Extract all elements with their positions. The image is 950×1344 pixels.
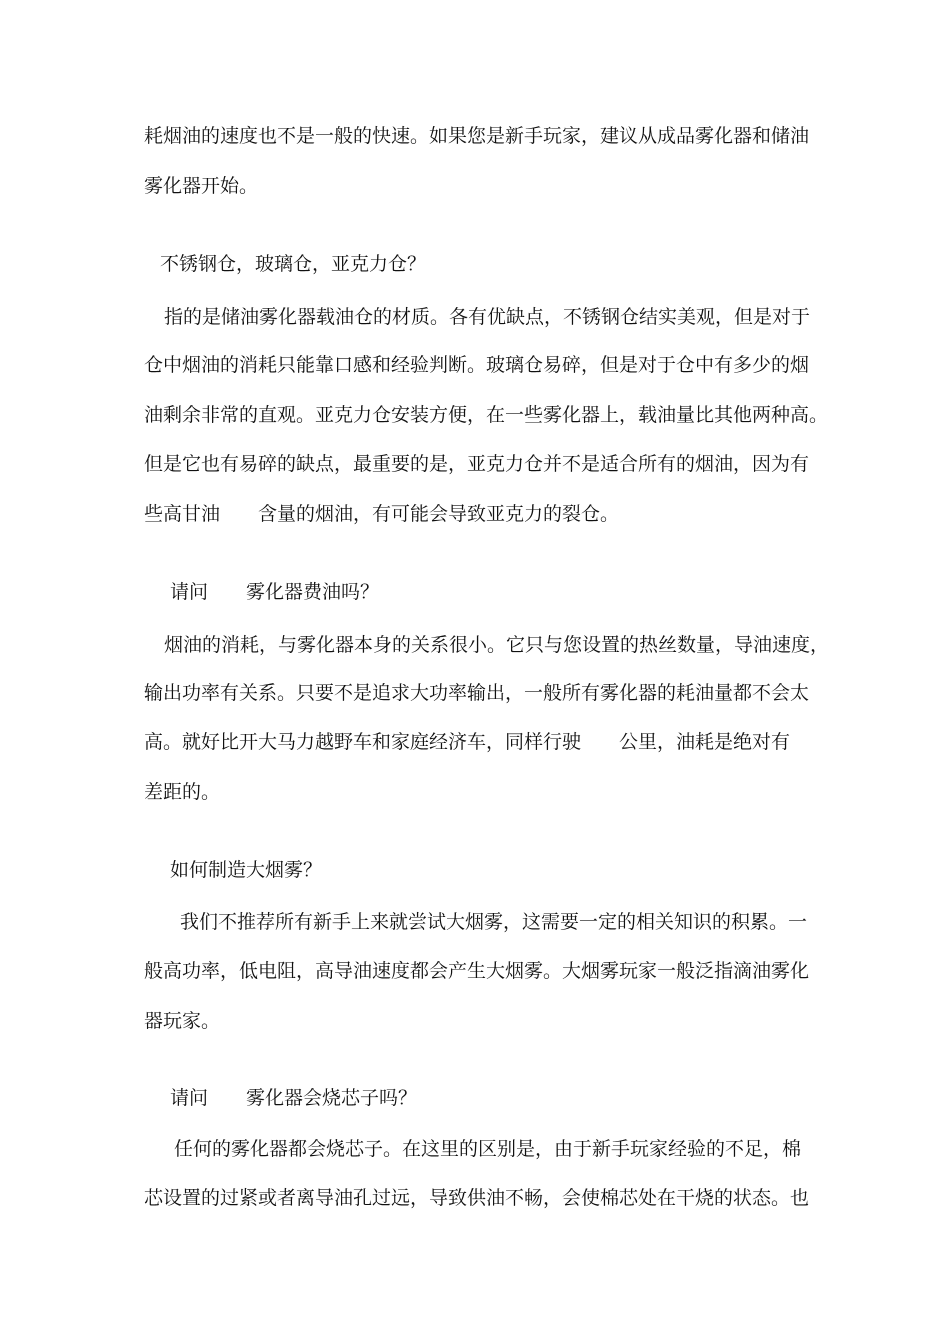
body-line: 仓中烟油的消耗只能靠口感和经验判断。玻璃仓易碎，但是对于仓中有多少的烟 <box>144 354 810 376</box>
body-line: 输出功率有关系。只要不是追求大功率输出，一般所有雾化器的耗油量都不会太 <box>144 682 810 704</box>
body-line: 般高功率，低电阻，高导油速度都会产生大烟雾。大烟雾玩家一般泛指滴油雾化 <box>144 960 810 982</box>
body-line: 高。就好比开大马力越野车和家庭经济车，同样行驶 公里，油耗是绝对有 <box>144 731 791 753</box>
section-heading: 请问 雾化器费油吗？ <box>170 581 380 603</box>
body-line: 雾化器开始。 <box>144 175 259 197</box>
section-heading: 请问 雾化器会烧芯子吗？ <box>170 1087 418 1109</box>
body-line: 差距的。 <box>144 781 221 803</box>
section-heading: 如何制造大烟雾？ <box>170 859 323 881</box>
body-line: 任何的雾化器都会烧芯子。在这里的区别是，由于新手玩家经验的不足，棉 <box>174 1138 802 1160</box>
body-line: 器玩家。 <box>144 1010 221 1032</box>
section-heading: 不锈钢仓，玻璃仓，亚克力仓？ <box>160 253 427 275</box>
body-line: 芯设置的过紧或者离导油孔过远，导致供油不畅，会使棉芯处在干烧的状态。也 <box>144 1187 810 1209</box>
body-line: 油剩余非常的直观。亚克力仓安装方便，在一些雾化器上，载油量比其他两种高。 <box>144 404 829 426</box>
body-line: 耗烟油的速度也不是一般的快速。如果您是新手玩家，建议从成品雾化器和储油 <box>144 125 810 147</box>
body-line: 但是它也有易碎的缺点，最重要的是，亚克力仓并不是适合所有的烟油，因为有 <box>144 453 810 475</box>
body-line: 些高甘油 含量的烟油，有可能会导致亚克力的裂仓。 <box>144 503 620 525</box>
body-line: 我们不推荐所有新手上来就尝试大烟雾，这需要一定的相关知识的积累。一 <box>180 911 808 933</box>
body-line: 指的是储油雾化器载油仓的材质。各有优缺点，不锈钢仓结实美观，但是对于 <box>164 306 811 328</box>
body-line: 烟油的消耗，与雾化器本身的关系很小。它只与您设置的热丝数量，导油速度， <box>164 634 830 656</box>
